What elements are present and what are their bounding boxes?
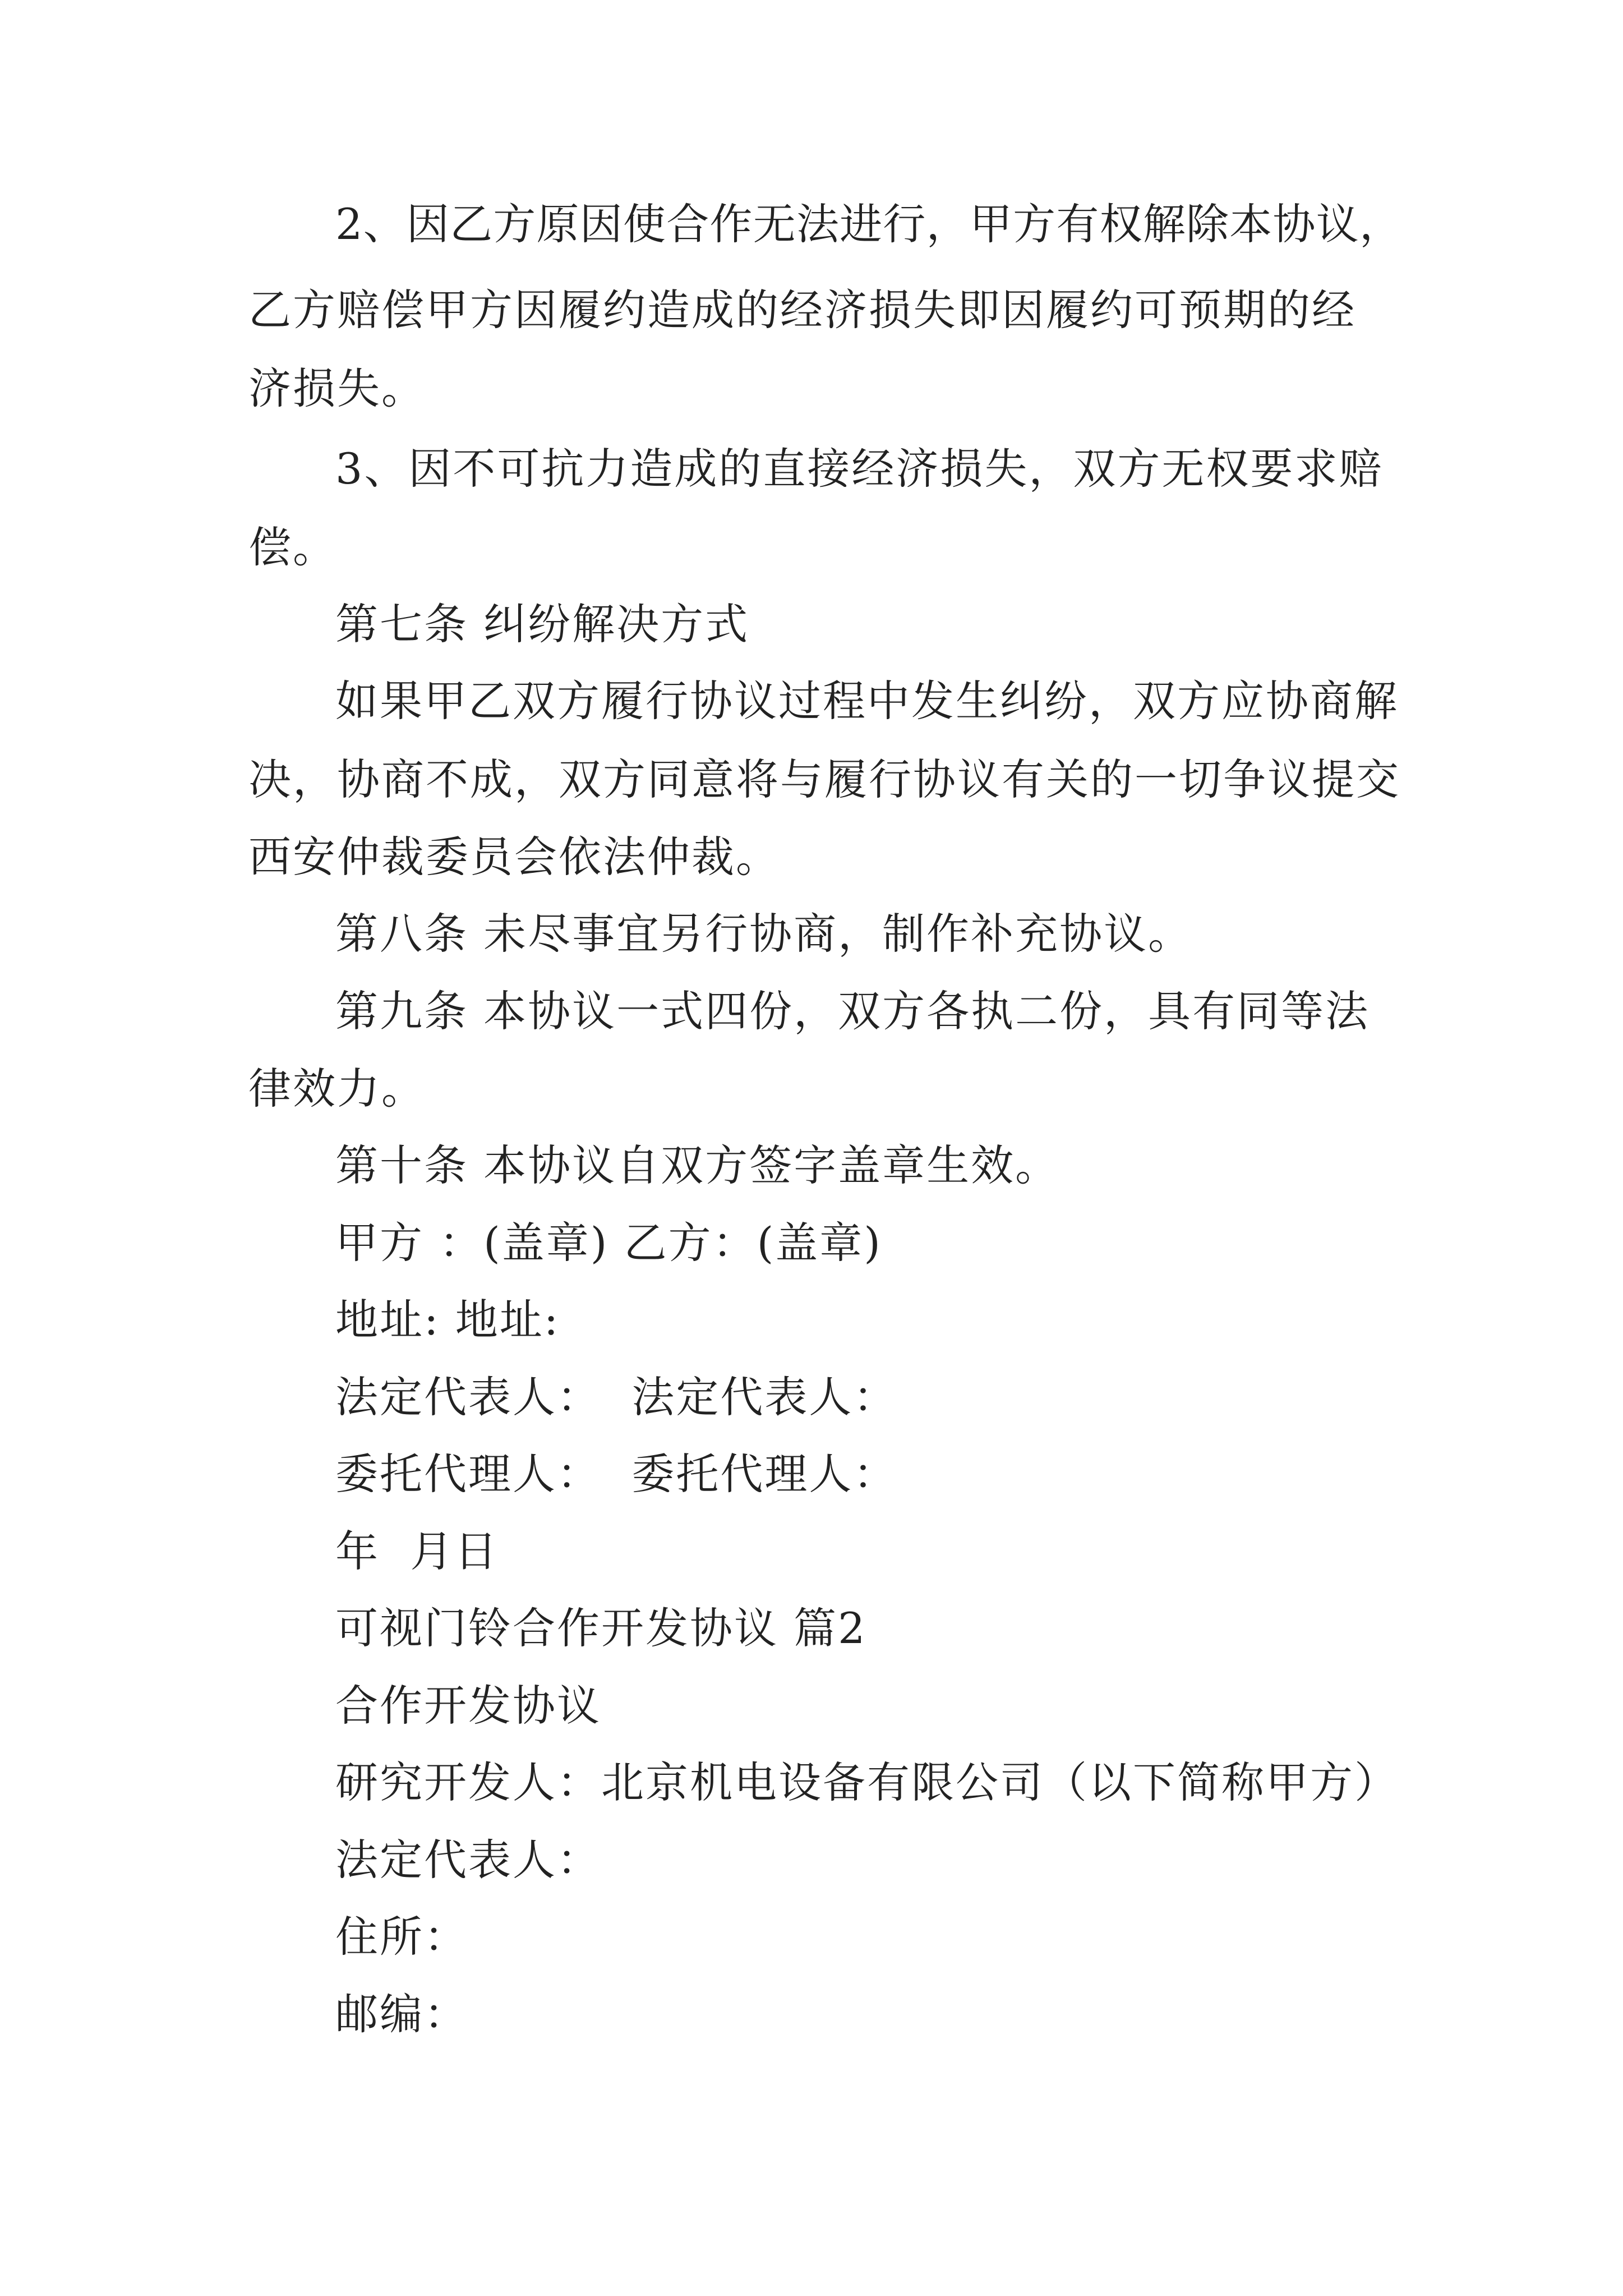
article-9-line-2: 律效力。 [248,1064,426,1114]
developer-legal-representative: 法定代表人： [335,1835,601,1885]
developer-party: 研究开发人：北京机电设备有限公司（以下简称甲方） [335,1757,1399,1807]
clause-6-item-2-line-3: 济损失。 [248,364,426,413]
signature-authorized-agent: 委托代理人： 委托代理人： [335,1449,898,1499]
clause-6-item-3-line-2: 偿。 [248,522,337,572]
clause-6-item-2-line-1: 2 、 因 乙 方 原 因 使 合 作 无 法 进 行 ， 甲 方 有 权 解 除 本 协 议 ， [335,199,1402,249]
article-7-text-line-2: 决，协商不成，双方同意将与履行协议有关的一切争议提交 [248,754,1400,804]
article-7-text-line-1: 如果甲乙双方履行协议过程中发生纠纷，双方应协商解 [335,676,1399,726]
clause-6-item-2-line-2: 乙方赔偿甲方因履约造成的经济损失即因履约可预期的经 [248,285,1356,335]
signature-date: 年 月日 [335,1526,499,1576]
signature-party-a-b: 甲方 ：(盖章) 乙方：(盖章) [335,1218,882,1268]
article-9-line-1: 第九条 本协议一式四份，双方各执二份，具有同等法 [335,986,1370,1036]
developer-address: 住所： [335,1912,468,1962]
signature-legal-representative: 法定代表人： 法定代表人： [335,1372,898,1422]
article-10: 第十条 本协议自双方签字盖章生效。 [335,1140,1060,1190]
article-8: 第八条 未尽事宜另行协商，制作补充协议。 [335,909,1193,959]
article-7-heading: 第七条 纠纷解决方式 [335,599,750,649]
section-title: 可视门铃合作开发协议 篇2 [335,1603,867,1653]
clause-6-item-3-line-1: 3、因不可抗力造成的直接经济损失，双方无权要求赔 [335,444,1384,494]
agreement-title: 合作开发协议 [335,1681,601,1731]
signature-address: 地址: 地址: [335,1295,560,1345]
developer-postcode: 邮编： [335,1989,468,2039]
article-7-text-line-3: 西安仲裁委员会依法仲裁。 [248,832,780,882]
